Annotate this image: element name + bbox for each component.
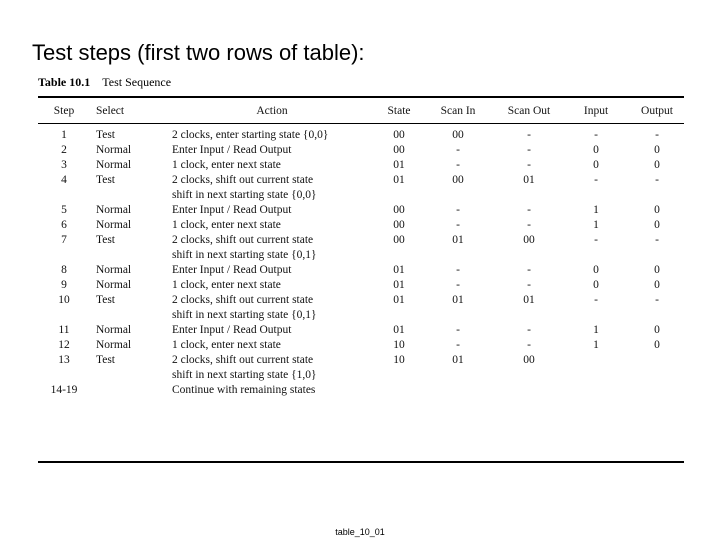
cell-scan-in — [426, 383, 490, 398]
cell-scan-in: - — [456, 219, 460, 231]
cell-scan-in: - — [456, 279, 460, 291]
cell-step: 11 — [58, 324, 70, 336]
cell-state: 10 — [393, 354, 405, 366]
table-row — [38, 143, 690, 158]
table-row — [38, 278, 690, 293]
cell-action — [172, 143, 372, 158]
cell-action — [172, 122, 372, 143]
table-row — [38, 173, 690, 203]
header-scan-in: Scan In — [440, 105, 476, 117]
cell-state: 10 — [393, 339, 405, 351]
cell-step: 5 — [61, 204, 67, 216]
table-row — [38, 353, 690, 383]
action-line: 1 clock, enter next state — [172, 159, 281, 171]
cell-scan-in: 01 — [452, 234, 464, 246]
table-row — [38, 233, 690, 263]
cell-state: 01 — [393, 174, 405, 186]
cell-action — [172, 203, 372, 218]
cell-scan-in: - — [456, 144, 460, 156]
cell-action — [172, 218, 372, 233]
cell-select: Normal — [96, 219, 132, 231]
cell-select: Test — [96, 354, 115, 366]
header-scan-out: Scan Out — [507, 105, 551, 117]
cell-step: 2 — [61, 144, 67, 156]
cell-output: 0 — [654, 219, 660, 231]
action-line: 2 clocks, shift out current state — [172, 294, 314, 306]
cell-scan-out: 00 — [523, 354, 535, 366]
table-row — [38, 293, 690, 323]
cell-input: - — [594, 294, 598, 306]
cell-input: - — [594, 234, 598, 246]
table-row — [38, 323, 690, 338]
table-row — [38, 122, 690, 143]
cell-scan-in: 01 — [452, 294, 464, 306]
header-output: Output — [641, 105, 673, 117]
cell-scan-in: 00 — [452, 129, 464, 141]
cell-select: Normal — [96, 159, 132, 171]
cell-select: Normal — [96, 339, 132, 351]
cell-select: Test — [96, 129, 115, 141]
cell-select: Normal — [96, 204, 132, 216]
cell-output: 0 — [654, 279, 660, 291]
cell-output: - — [655, 294, 659, 306]
cell-output: 0 — [654, 144, 660, 156]
table-caption-number: Table 10.1 — [38, 75, 91, 89]
footer-label: table_10_01 — [335, 527, 385, 537]
cell-action — [172, 158, 372, 173]
cell-state — [372, 383, 426, 398]
cell-action — [172, 323, 372, 338]
action-line: shift in next starting state {0,0} — [172, 189, 317, 201]
table-row — [38, 263, 690, 278]
cell-input — [568, 383, 624, 398]
cell-select: Test — [96, 234, 115, 246]
table-body — [38, 122, 690, 398]
cell-action — [172, 338, 372, 353]
cell-input: 0 — [593, 159, 599, 171]
cell-step: 12 — [58, 339, 70, 351]
cell-step: 3 — [61, 159, 67, 171]
action-line: Enter Input / Read Output — [172, 144, 292, 156]
table-row — [38, 203, 690, 218]
action-line: Enter Input / Read Output — [172, 324, 292, 336]
cell-action — [172, 293, 372, 323]
cell-output: 0 — [654, 324, 660, 336]
cell-output: - — [655, 234, 659, 246]
cell-input: 0 — [593, 279, 599, 291]
cell-state: 00 — [393, 129, 405, 141]
cell-scan-in: 01 — [452, 354, 464, 366]
cell-scan-out: 01 — [523, 174, 535, 186]
action-line: Enter Input / Read Output — [172, 264, 292, 276]
cell-input: 0 — [593, 264, 599, 276]
cell-input: 1 — [593, 324, 599, 336]
action-line: 2 clocks, shift out current state — [172, 234, 314, 246]
header-action: Action — [256, 105, 288, 117]
cell-step: 8 — [61, 264, 67, 276]
action-line: 1 clock, enter next state — [172, 279, 281, 291]
action-line: 2 clocks, enter starting state {0,0} — [172, 129, 329, 141]
test-sequence-table — [38, 100, 690, 398]
cell-output — [624, 353, 690, 383]
cell-step: 14-19 — [50, 384, 78, 396]
cell-scan-out: - — [527, 324, 531, 336]
cell-select: Normal — [96, 324, 132, 336]
cell-input: 1 — [593, 339, 599, 351]
cell-select — [90, 383, 172, 398]
action-line: 1 clock, enter next state — [172, 219, 281, 231]
cell-action — [172, 353, 372, 383]
cell-state: 00 — [393, 219, 405, 231]
cell-scan-out: - — [527, 204, 531, 216]
table-row — [38, 338, 690, 353]
table-caption-text: Test Sequence — [102, 75, 172, 89]
table-top-rule — [38, 96, 684, 98]
cell-select: Test — [96, 294, 115, 306]
cell-state: 00 — [393, 234, 405, 246]
cell-scan-out — [490, 383, 568, 398]
cell-input: - — [594, 174, 598, 186]
table-header-row — [38, 100, 690, 122]
cell-output: - — [655, 129, 659, 141]
header-state: State — [387, 105, 411, 117]
table-caption — [38, 75, 171, 90]
cell-select: Normal — [96, 264, 132, 276]
cell-output: 0 — [654, 339, 660, 351]
cell-action — [172, 173, 372, 203]
action-line: shift in next starting state {1,0} — [172, 369, 317, 381]
cell-output: - — [655, 174, 659, 186]
cell-scan-in: - — [456, 159, 460, 171]
header-select: Select — [96, 105, 125, 117]
cell-step: 6 — [61, 219, 67, 231]
cell-action — [172, 278, 372, 293]
cell-input: 1 — [593, 219, 599, 231]
cell-scan-in: - — [456, 339, 460, 351]
cell-state: 01 — [393, 264, 405, 276]
cell-scan-in: - — [456, 264, 460, 276]
cell-step: 9 — [61, 279, 67, 291]
action-line: shift in next starting state {0,1} — [172, 249, 317, 261]
action-line: Continue with remaining states — [172, 384, 316, 396]
cell-state: 00 — [393, 144, 405, 156]
slide-title: Test steps (first two rows of table): — [32, 40, 365, 65]
cell-input: 0 — [593, 144, 599, 156]
cell-scan-in: - — [456, 324, 460, 336]
cell-select: Normal — [96, 279, 132, 291]
cell-scan-out: 00 — [523, 234, 535, 246]
cell-input — [568, 353, 624, 383]
table-row — [38, 218, 690, 233]
header-step: Step — [53, 105, 75, 117]
cell-scan-out: 01 — [523, 294, 535, 306]
cell-state: 01 — [393, 294, 405, 306]
action-line: 2 clocks, shift out current state — [172, 354, 314, 366]
cell-output: 0 — [654, 264, 660, 276]
cell-scan-in: 00 — [452, 174, 464, 186]
cell-scan-out: - — [527, 159, 531, 171]
cell-step: 13 — [58, 354, 70, 366]
cell-state: 01 — [393, 279, 405, 291]
header-input: Input — [583, 105, 609, 117]
cell-select: Test — [96, 174, 115, 186]
cell-scan-out: - — [527, 264, 531, 276]
action-line: Enter Input / Read Output — [172, 204, 292, 216]
cell-output — [624, 383, 690, 398]
cell-select: Normal — [96, 144, 132, 156]
cell-scan-out: - — [527, 144, 531, 156]
action-line: shift in next starting state {0,1} — [172, 309, 317, 321]
cell-step: 10 — [58, 294, 70, 306]
cell-step: 4 — [61, 174, 67, 186]
cell-state: 01 — [393, 324, 405, 336]
cell-scan-out: - — [527, 279, 531, 291]
cell-scan-out: - — [527, 129, 531, 141]
table-bottom-rule — [38, 461, 684, 463]
action-line: 2 clocks, shift out current state — [172, 174, 314, 186]
cell-scan-out: - — [527, 219, 531, 231]
table-row — [38, 158, 690, 173]
cell-step: 7 — [61, 234, 67, 246]
cell-output: 0 — [654, 204, 660, 216]
cell-scan-in: - — [456, 204, 460, 216]
cell-input: - — [594, 129, 598, 141]
cell-scan-out: - — [527, 339, 531, 351]
cell-state: 00 — [393, 204, 405, 216]
cell-state: 01 — [393, 159, 405, 171]
cell-action — [172, 233, 372, 263]
cell-action — [172, 383, 372, 398]
table-row — [38, 383, 690, 398]
cell-input: 1 — [593, 204, 599, 216]
cell-output: 0 — [654, 159, 660, 171]
cell-step: 1 — [61, 129, 67, 141]
cell-action — [172, 263, 372, 278]
action-line: 1 clock, enter next state — [172, 339, 281, 351]
